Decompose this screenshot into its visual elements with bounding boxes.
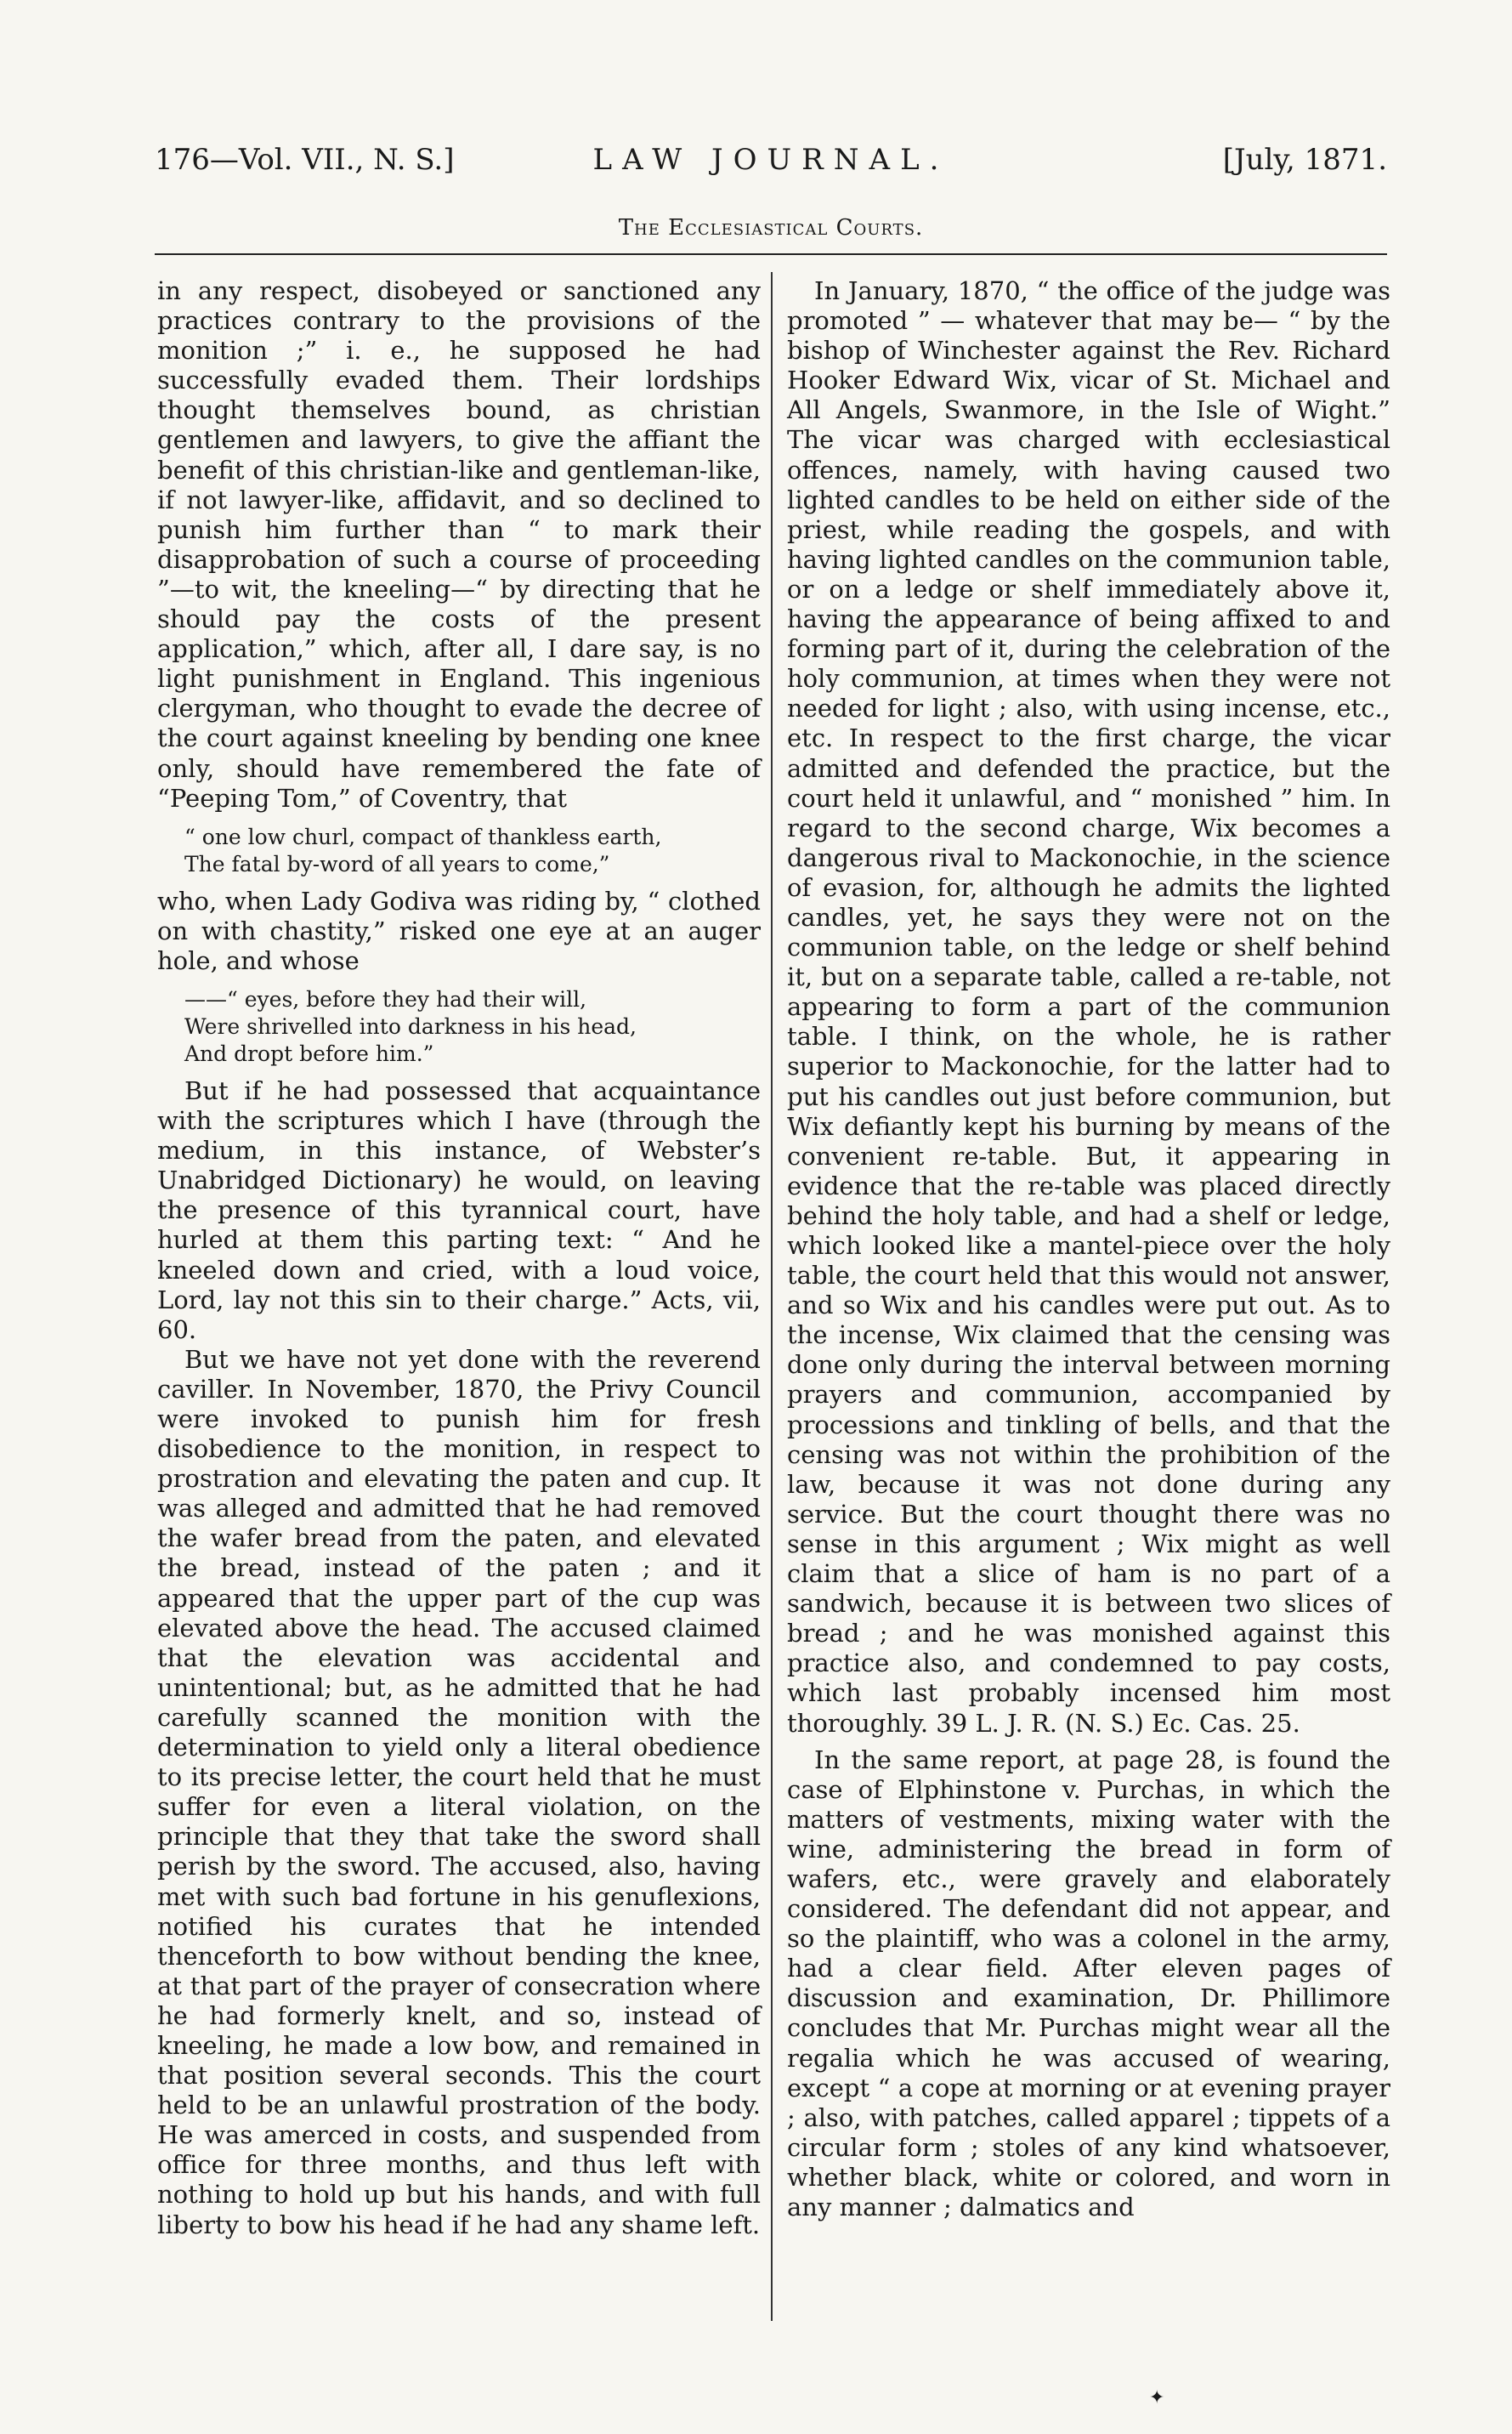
quote-line: ——“ eyes, before they had their will, [184, 986, 587, 1012]
paragraph: But if he had possessed that acquaintance with the scriptures which I have (through the medium, in this instance, of Webster’s Unabridged Dictionary) he would, on leaving the presence of this tyrannical court, have hurled at them this parting text: “ And he kneeled down and cried, with a loud voice, Lord, lay not this sin to their charge.” Acts, vii, 60. [157, 1075, 761, 1344]
running-header [155, 143, 1387, 194]
paragraph: who, when Lady Godiva was riding by, “ clothed on with chastity,” risked one eye at an auger hole, and whose [157, 886, 761, 975]
verse-quote [184, 824, 761, 878]
quote-line: The fatal by-word of all years to come,” [184, 851, 610, 877]
verse-quote [184, 986, 761, 1068]
column-divider [771, 272, 773, 2321]
quote-line: “ one low churl, compact of thankless earth, [184, 824, 662, 849]
journal-title: LAW JOURNAL. [592, 143, 949, 177]
paragraph: In the same report, at page 28, is found the case of Elphinstone v. Purchas, in which the matters of vestments, mixing water with the wine, administering the bread in form of wafers, etc., were gravely and elaborately considered. The defendant did not appear, and so the plaintiff, who was a colonel in the army, had a clear field. After eleven pages of discussion and examination, Dr. Phillimore concludes that Mr. Purchas might wear all the regalia which he was accused of wearing, except “ a cope at morning or at evening prayer ; also, with patches, called apparel ; tippets of a circular form ; stoles of any kind whatsoever, whether black, white or colored, and worn in any manner ; dalmatics and [787, 1745, 1390, 2221]
header-rule [155, 253, 1387, 255]
issue-date: [July, 1871. [1222, 143, 1387, 177]
page-number-volume: 176—Vol. VII., N. S.] [155, 143, 455, 177]
quote-line: Were shrivelled into darkness in his head, [184, 1013, 637, 1039]
paragraph: In January, 1870, “ the office of the judge was promoted ” — whatever that may be— “ by the bishop of Winchester against the Rev. Richard Hooker Edward Wix, vicar of St. Michael and All Angels, Swanmore, in the Isle of Wight.” The vicar was charged with ecclesiastical offences, namely, with having caused two lighted candles to be held on either side of the priest, while reading the gospels, and with having lighted candles on the communion table, or on a ledge or shelf immediately above it, having the appearance of being affixed to and forming part of it, during the celebration of the holy communion, at times when they were not needed for light ; also, with using incense, etc., etc. In respect to the first charge, the vicar admitted and defended the practice, but the court held it unlawful, and “ monished ” him. In regard to the second charge, Wix becomes a dangerous rival to Mackonochie, in the science of evasion, for, although he admits the lighted candles, yet, he says they were not on the communion table, on the ledge or shelf behind it, but on a separate table, called a re-table, not appearing to form a part of the communion table. I think, on the whole, he is rather superior to Mackonochie, for the latter had to put his candles out just before communion, but Wix defiantly kept his burning by means of the convenient re-table. But, it appearing in evidence that the re-table was placed directly behind the holy table, and had a shelf or ledge, which looked like a mantel-piece over the holy table, the court held that this would not answer, and so Wix and his candles were put out. As to the incense, Wix claimed that the censing was done only during the interval between morning prayers and communion, accompanied by processions and tinkling of bells, and that the censing was not within the prohibition of the law, because it was not done during any service. But the court thought there was no sense in this argument ; Wix might as well claim that a slice of ham is no part of a sandwich, because it is between two slices of bread ; and he was monished against this practice also, and condemned to pay costs, which last probably incensed him most thoroughly. 39 L. J. R. (N. S.) Ec. Cas. 25. [787, 276, 1390, 1738]
paragraph: in any respect, disobeyed or sanctioned any practices contrary to the provisions of the monition ;” i. e., he supposed he had successfully evaded them. Their lordships thought themselves bound, as christian gentlemen and lawyers, to give the affiant the benefit of this christian-like and gentleman-like, if not lawyer-like, affidavit, and so declined to punish him further than “ to mark their disapprobation of such a course of proceeding ”—to wit, the kneeling—“ by directing that he should pay the costs of the present application,” which, after all, I dare say, is no light punishment in England. This ingenious clergyman, who thought to evade the decree of the court against kneeling by bending one knee only, should have remembered the fate of “Peeping Tom,” of Coventry, that [157, 276, 761, 813]
right-column [787, 276, 1390, 2222]
printer-mark: ✦ [1149, 2387, 1165, 2408]
paragraph: But we have not yet done with the reverend caviller. In November, 1870, the Privy Council were invoked to punish him for fresh disobedience to the monition, in respect to prostration and elevating the paten and cup. It was alleged and admitted that he had removed the wafer bread from the paten, and elevated the bread, instead of the paten ; and it appeared that the upper part of the cup was elevated above the head. The accused claimed that the elevation was accidental and unintentional; but, as he admitted that he had carefully scanned the monition with the determination to yield only a literal obedience to its precise letter, the court held that he must suffer for even a literal violation, on the principle that they that take the sword shall perish by the sword. The accused, also, having met with such bad fortune in his genuflexions, notified his curates that he intended thenceforth to bow without bending the knee, at that part of the prayer of consecration where he had formerly knelt, and so, instead of kneeling, he made a low bow, and remained in that position several seconds. This the court held to be an unlawful prostration of the body. He was amerced in costs, and suspended from office for three months, and thus left with nothing to hold up but his hands, and with full liberty to bow his head if he had any shame left. [157, 1344, 761, 2239]
left-column [157, 276, 761, 2240]
section-heading: The Ecclesiastical Courts. [618, 215, 924, 241]
quote-line: And dropt before him.” [184, 1041, 434, 1066]
